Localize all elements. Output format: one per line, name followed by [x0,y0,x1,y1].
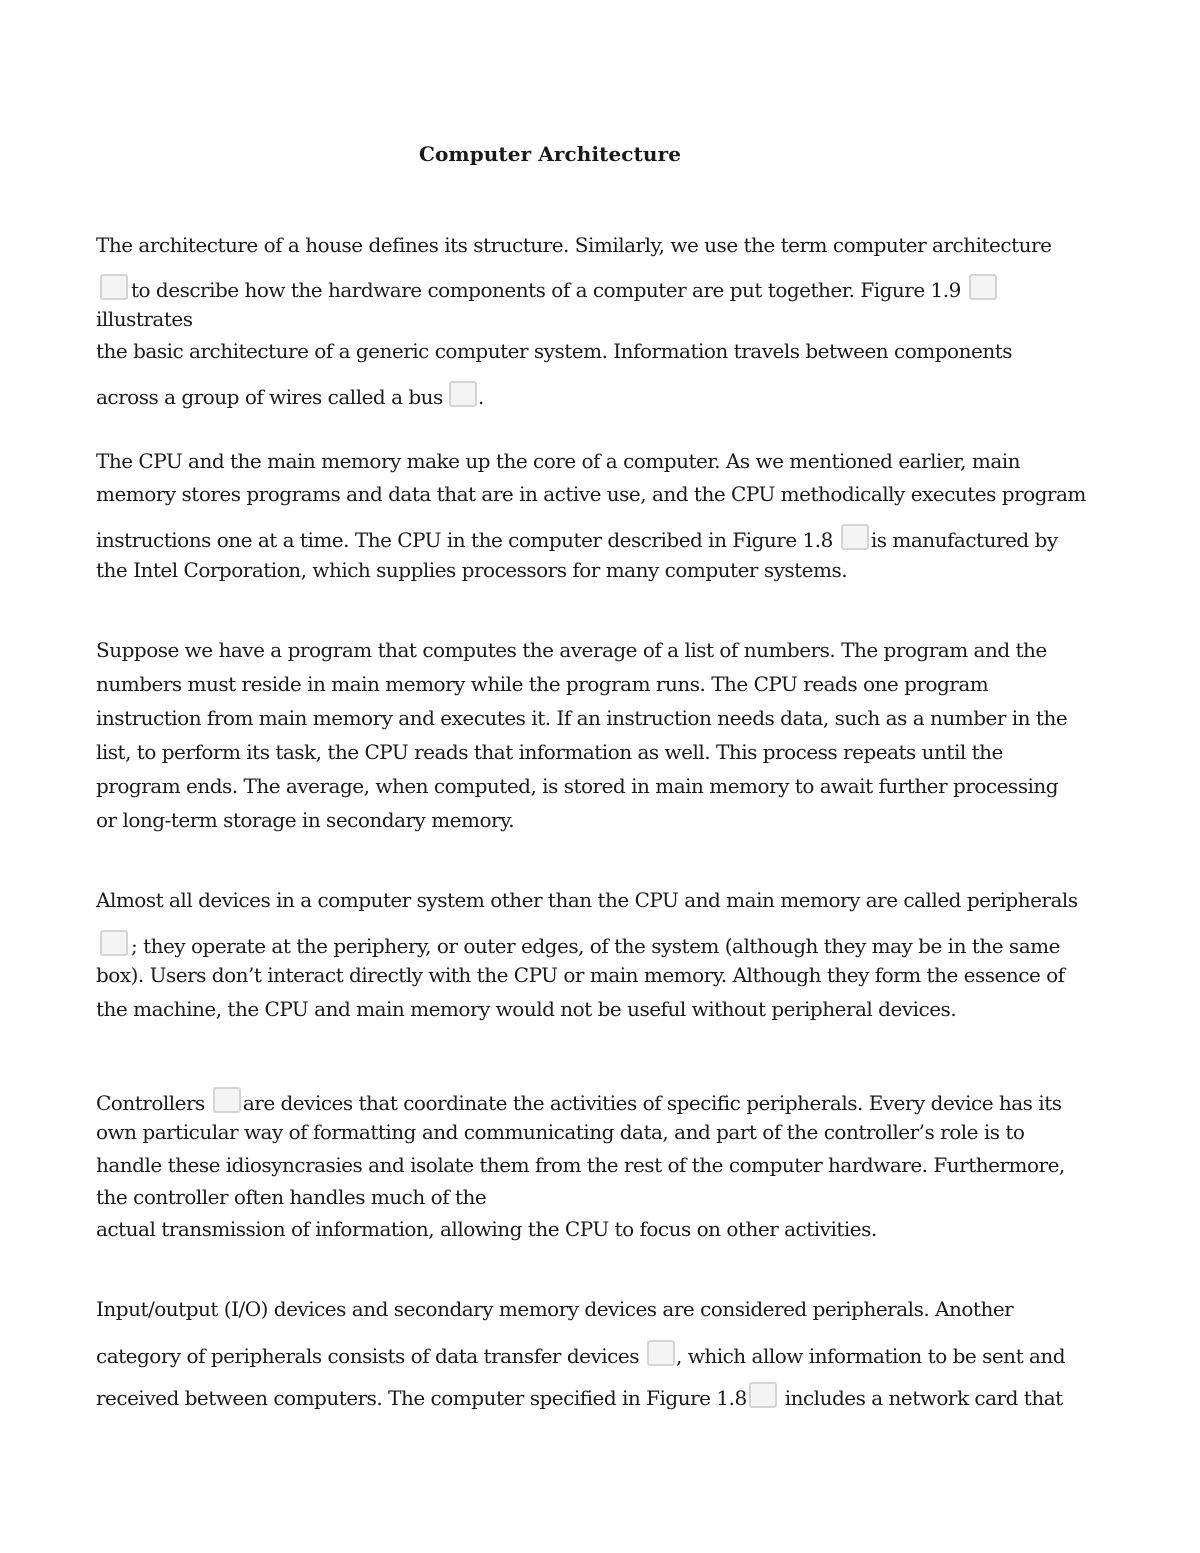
missing-image-icon [749,1382,777,1408]
text: instruction from main memory and executes it. If an instruction needs data, such as a number in the [96,706,1068,730]
text: received between computers. The computer specified in Figure 1.8 [96,1386,747,1410]
text: . [477,385,484,409]
paragraph-line [96,706,1067,730]
text: Almost all devices in a computer system other than the CPU and main memory are called peripherals [96,888,1078,912]
text: to describe how the hardware components of a computer are put together. Figure 1.9 [131,278,961,302]
text: the basic architecture of a generic computer system. Information travels between components [96,339,1012,363]
text: memory stores programs and data that are in active use, and the CPU methodically executes program [96,482,1086,506]
text: includes a network card that [784,1386,1063,1410]
paragraph-line [96,774,1058,798]
paragraph-line [96,930,1060,958]
paragraph-line [96,672,988,696]
paragraph-line [96,888,1078,912]
paragraph-line [96,740,1003,764]
text: is manufactured by [870,528,1058,552]
paragraph-line [96,1153,1065,1177]
text: program ends. The average, when computed, is stored in main memory to await further processing [96,774,1059,798]
paragraph-line [96,381,484,409]
paragraph-line [96,963,1065,987]
paragraph-line [96,1297,1013,1321]
missing-image-icon [100,274,128,300]
paragraph-line [96,449,1020,473]
paragraph-line [96,1382,1063,1410]
paragraph-line [96,1217,877,1241]
text: , which allow information to be sent and [675,1344,1066,1368]
text: instructions one at a time. The CPU in the computer described in Figure 1.8 [96,528,833,552]
missing-image-icon [213,1087,241,1113]
text: across a group of wires called a bus [96,385,443,409]
text: Suppose we have a program that computes the average of a list of numbers. The program and the [96,638,1047,662]
text: Controllers [96,1091,205,1115]
paragraph-line [96,339,1012,363]
paragraph-line [96,274,1000,302]
paragraph-line [96,307,193,331]
paragraph-line [96,1120,1024,1144]
paragraph-line [96,233,1051,257]
missing-image-icon [100,930,128,956]
text: box). Users don’t interact directly with the CPU or main memory. Although they form the essence of [96,963,1065,987]
paragraph-line [96,808,514,832]
missing-image-icon [841,524,869,550]
text: The CPU and the main memory make up the core of a computer. As we mentioned earlier, main [96,449,1021,473]
text: numbers must reside in main memory while the program runs. The CPU reads one program [96,672,989,696]
paragraph-line [96,558,847,582]
text: list, to perform its task, the CPU reads that information as well. This process repeats until the [96,740,1003,764]
missing-image-icon [647,1340,675,1366]
text: ; they operate at the periphery, or outer edges, of the system (although they may be in the same [131,934,1060,958]
paragraph-line [96,524,1058,552]
text: are devices that coordinate the activities of specific peripherals. Every device has its [242,1091,1062,1115]
text: the Intel Corporation, which supplies processors for many computer systems. [96,558,848,582]
paragraph-line [96,638,1047,662]
paragraph-line [96,1087,1062,1115]
text: handle these idiosyncrasies and isolate them from the rest of the computer hardware. Furthermore, [96,1153,1065,1177]
text: category of peripherals consists of data transfer devices [96,1344,639,1368]
missing-image-icon [969,274,997,300]
paragraph-line [96,1185,486,1209]
missing-image-icon [449,381,477,407]
paragraph-line [96,997,956,1021]
text: the machine, the CPU and main memory would not be useful without peripheral devices. [96,997,957,1021]
text: illustrates [96,307,193,331]
text: actual transmission of information, allowing the CPU to focus on other activities. [96,1217,877,1241]
text: or long-term storage in secondary memory. [96,808,515,832]
paragraph-line [96,482,1086,506]
text: Input/output (I/O) devices and secondary memory devices are considered peripherals. Another [96,1297,1014,1321]
page-title: Computer Architecture [418,142,682,166]
paragraph-line [96,1340,1065,1368]
text: own particular way of formatting and communicating data, and part of the controller’s role is to [96,1120,1025,1144]
text: The architecture of a house defines its structure. Similarly, we use the term computer architecture [96,233,1052,257]
text: the controller often handles much of the [96,1185,487,1209]
